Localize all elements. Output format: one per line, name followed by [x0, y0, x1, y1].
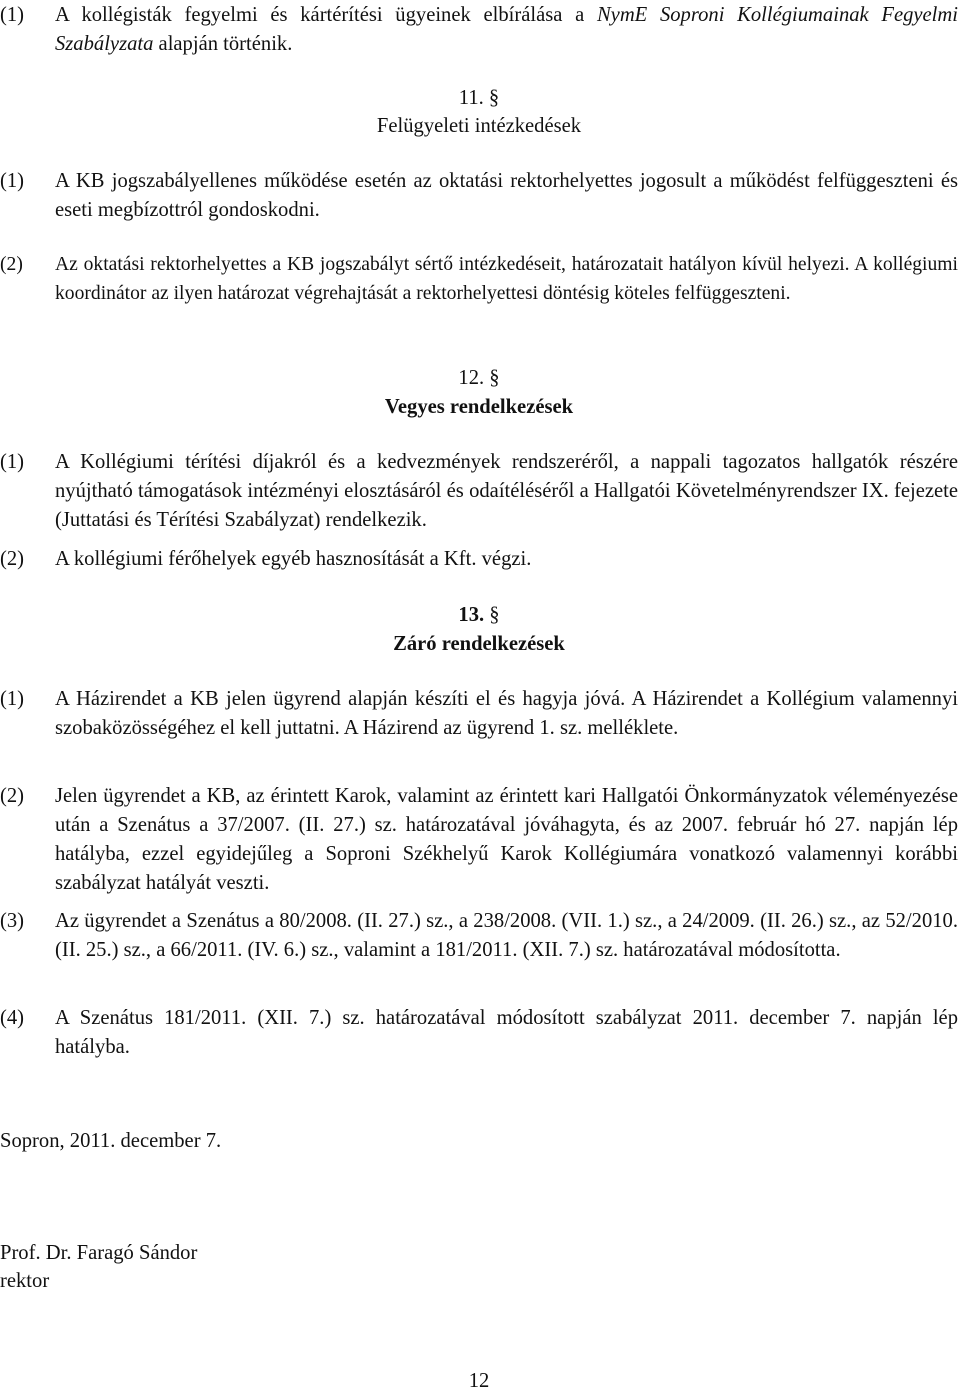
paragraph-text: A kollégisták fegyelmi és kártérítési ügyeinek elbírálása a NymE Soproni Kollégiumainak Fegyelmi Szabályzata alapján történik.: [55, 4, 958, 55]
section-sign-icon: §: [489, 604, 500, 626]
signatory-name: Prof. Dr. Faragó Sándor: [0, 1242, 198, 1264]
section-13-paragraph-1: [0, 685, 958, 743]
section-11-number: 11. §: [458, 87, 500, 109]
section-12-number: 12. §: [458, 367, 500, 389]
section-12-paragraph-1: [0, 448, 958, 535]
section-13-number: 13. §: [458, 604, 500, 626]
paragraph-number: (1): [0, 688, 25, 710]
section-12-title: Vegyes rendelkezések: [384, 396, 574, 418]
paragraph-number: (2): [0, 785, 25, 807]
intro-paragraph: [0, 1, 958, 59]
signatory-title: rektor: [0, 1270, 50, 1292]
section-13-paragraph-2: [0, 782, 958, 898]
paragraph-text: A kollégiumi férőhelyek egyéb hasznosítását a Kft. végzi.: [55, 548, 532, 570]
paragraph-number: (4): [0, 1007, 25, 1029]
paragraph-text: Az oktatási rektorhelyettes a KB jogszabályt sértő intézkedéseit, határozatait hatályon kívül helyezi. A kollégiumi koordinátor az ilyen határozat végrehajtását a rektorhelyettesi döntésig köteles felfüggeszteni.: [55, 254, 958, 304]
paragraph-text: Jelen ügyrendet a KB, az érintett Karok, valamint az érintett kari Hallgatói Önkormányzatok véleményezése után a Szenátus a 37/2007. (II. 27.) sz. határozatával jóváhagyta, és az 2007. február hó 27. napján lép hatályba, ezzel egyidejűleg a Soproni Székhelyű Karok Kollégiumára vonatkozó valamennyi korábbi szabályzat hatályát veszti.: [55, 785, 958, 894]
paragraph-text: A Kollégiumi térítési díjakról és a kedvezmények rendszeréről, a nappali tagozatos hallgatók részére nyújtható támogatások intézményi elosztásáról és odaítéléséről a Hallgatói Követelményrendszer IX. fejezete (Juttatási és Térítési Szabályzat) rendelkezik.: [55, 451, 958, 531]
section-sign-icon: §: [488, 87, 500, 109]
paragraph-number: (1): [0, 451, 25, 473]
paragraph-number: (1): [0, 4, 25, 26]
section-12-paragraph-2: [0, 545, 958, 574]
paragraph-text: A Szenátus 181/2011. (XII. 7.) sz. határozatával módosított szabályzat 2011. december 7. napján lép hatályba.: [55, 1007, 958, 1058]
paragraph-number: (1): [0, 170, 25, 192]
section-sign-icon: §: [489, 367, 500, 389]
page-number: 12: [468, 1370, 490, 1392]
paragraph-number: (2): [0, 254, 23, 275]
paragraph-text: A KB jogszabályellenes működése esetén az oktatási rektorhelyettes jogosult a működést felfüggeszteni és eseti megbízottról gondoskodni.: [55, 170, 958, 221]
paragraph-number: (2): [0, 548, 25, 570]
section-13-title: Záró rendelkezések: [393, 633, 565, 655]
place-and-date: Sopron, 2011. december 7.: [0, 1130, 222, 1152]
section-13-paragraph-3: [0, 907, 958, 965]
section-11-paragraph-1: [0, 167, 958, 225]
paragraph-text: A Házirendet a KB jelen ügyrend alapján készíti el és hagyja jóvá. A Házirendet a Kollégium valamennyi szobaközösségéhez el kell juttatni. A Házirend az ügyrend 1. sz. melléklete.: [55, 688, 958, 739]
section-13-paragraph-4: [0, 1004, 958, 1062]
regulation-title: NymE Soproni Kollégiumainak Fegyelmi Szabályzata: [55, 4, 958, 55]
section-11-paragraph-2: [0, 250, 958, 308]
section-11-title: Felügyeleti intézkedések: [376, 115, 582, 137]
paragraph-text: Az ügyrendet a Szenátus a 80/2008. (II. 27.) sz., a 238/2008. (VII. 1.) sz., a 24/2009. (II. 26.) sz., az 52/2010. (II. 25.) sz., a 66/2011. (IV. 6.) sz., valamint a 181/2011. (XII. 7.) sz. határozatával módosította.: [55, 910, 958, 961]
paragraph-number: (3): [0, 910, 25, 932]
